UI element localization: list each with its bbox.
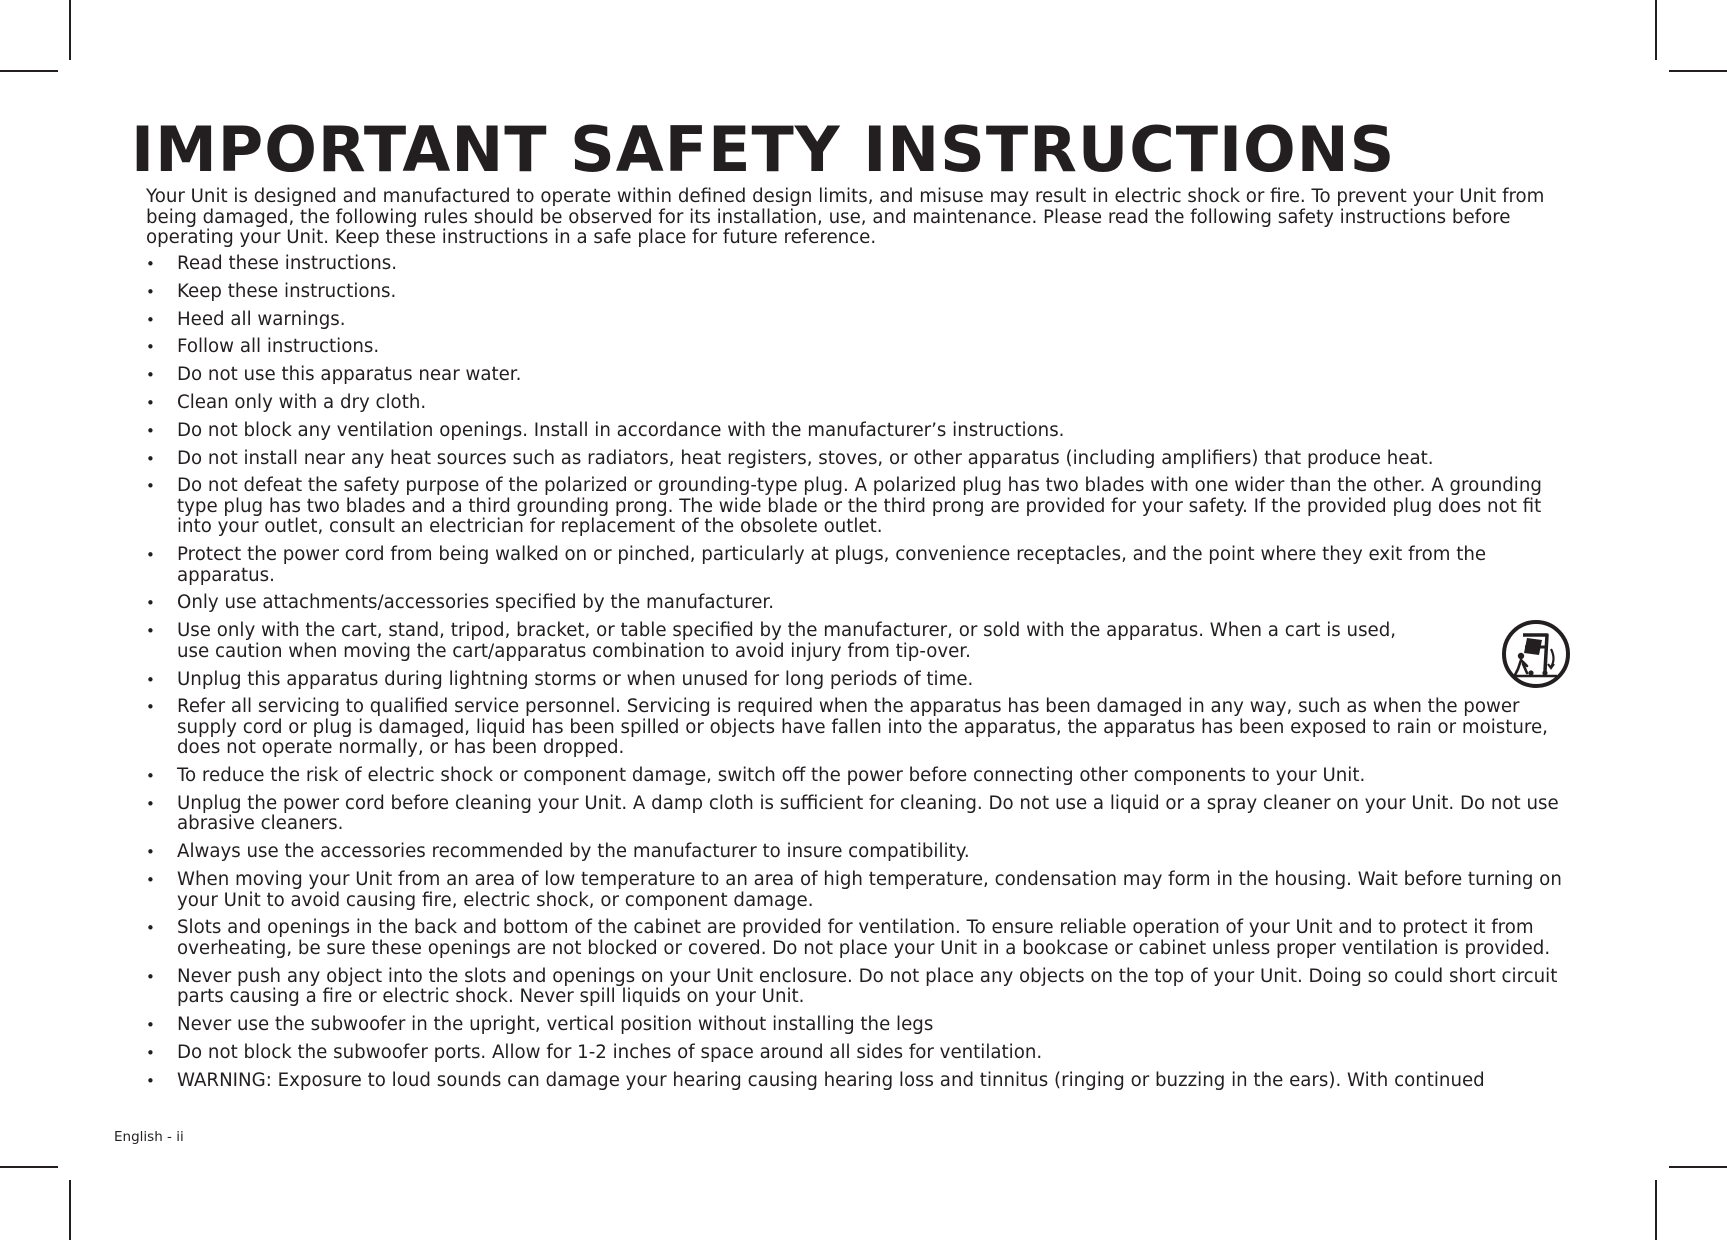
crop-mark — [1669, 1166, 1727, 1168]
list-item — [146, 621, 1571, 662]
list-item — [146, 794, 1571, 835]
instruction-text: Unplug the power cord before cleaning your Unit. A damp cloth is sufficient for cleaning. Do not use a liquid or a spray cleaner on your Unit. Do not use abrasive cleaners. — [177, 792, 1559, 835]
crop-mark — [1669, 70, 1727, 72]
instruction-text: Only use attachments/accessories specified by the manufacturer. — [177, 592, 774, 614]
page-title: IMPORTANT SAFETY INSTRUCTIONS — [131, 113, 1396, 186]
list-item — [146, 1043, 1571, 1064]
instruction-text: To reduce the risk of electric shock or component damage, switch off the power before connecting other components to your Unit. — [177, 765, 1366, 787]
crop-mark — [1655, 0, 1657, 60]
list-item — [146, 1015, 1571, 1036]
instruction-text: When moving your Unit from an area of low temperature to an area of high temperature, condensation may form in the housing. Wait before turning on your Unit to avoid causing fire, electric shock, or component damage. — [177, 869, 1562, 911]
instruction-text: Read these instructions. — [177, 253, 398, 274]
list-item — [146, 918, 1571, 959]
instruction-text: Protect the power cord from being walked on or pinched, particularly at plugs, convenience receptacles, and the point where they exit from the apparatus. — [177, 544, 1487, 586]
list-item — [146, 337, 1571, 358]
crop-mark — [1655, 1180, 1657, 1240]
list-item — [146, 365, 1571, 386]
list-item — [146, 421, 1571, 442]
list-item — [146, 310, 1571, 331]
instruction-text: Slots and openings in the back and bottom of the cabinet are provided for ventilation. To ensure reliable operation of your Unit and to protect it from overheating, be sure these openings are not blocked or covered. Do not place your Unit in a bookcase or cabinet unless proper ventilation is provided. — [177, 917, 1551, 959]
list-item — [146, 593, 1571, 614]
instruction-text: Do not install near any heat sources such as radiators, heat registers, stoves, or other apparatus (including amplifiers) that produce heat. — [177, 447, 1434, 469]
list-item — [146, 545, 1571, 586]
list-item — [146, 1071, 1571, 1092]
list-item — [146, 766, 1571, 787]
instruction-text: Use only with the cart, stand, tripod, bracket, or table specified by the manufacturer, or sold with the apparatus. When a cart is used, use caution when moving the cart/apparatus combination to avoid injury from tip-over. — [177, 620, 1397, 662]
instruction-text: Follow all instructions. — [177, 336, 380, 358]
list-item — [146, 842, 1571, 863]
instruction-text: Do not defeat the safety purpose of the polarized or grounding-type plug. A polarized plug has two blades with one wider than the other. A grounding type plug has two blades and a third grounding prong. The wide blade or the third prong are provided for your safety. If the provided plug does not fit into your outlet, consult an electrician for replacement of the obsolete outlet. — [177, 475, 1542, 538]
instruction-text: Never push any object into the slots and openings on your Unit enclosure. Do not place any objects on the top of your Unit. Doing so could short circuit parts causing a fire or electric shock. Never spill liquids on your Unit. — [177, 965, 1558, 1008]
safety-instructions-list — [146, 254, 1571, 1098]
instruction-text: Heed all warnings. — [177, 308, 346, 330]
instruction-text: Keep these instructions. — [177, 280, 397, 302]
list-item — [146, 476, 1571, 538]
list-item — [146, 670, 1571, 691]
instruction-text: Do not block any ventilation openings. Install in accordance with the manufacturer’s instructions. — [177, 419, 1065, 441]
instruction-text: Always use the accessories recommended by the manufacturer to insure compatibility. — [177, 841, 970, 863]
instruction-text: Unplug this apparatus during lightning storms or when unused for long periods of time. — [177, 668, 974, 690]
crop-mark — [69, 1180, 71, 1240]
instruction-text: WARNING: Exposure to loud sounds can damage your hearing causing hearing loss and tinnitus (ringing or buzzing in the ears). With continued — [177, 1069, 1485, 1091]
list-item — [146, 449, 1571, 470]
list-item — [146, 393, 1571, 414]
list-item — [146, 282, 1571, 303]
instruction-text: Do not block the subwoofer ports. Allow for 1-2 inches of space around all sides for ventilation. — [177, 1041, 1043, 1063]
instruction-text: Never use the subwoofer in the upright, vertical position without installing the legs — [177, 1013, 934, 1035]
crop-mark — [69, 0, 71, 60]
list-item — [146, 697, 1571, 759]
list-item — [146, 870, 1571, 911]
crop-mark — [0, 70, 58, 72]
instruction-text: Refer all servicing to qualified service personnel. Servicing is required when the apparatus has been damaged in any way, such as when the power supply cord or plug is damaged, liquid has been spilled or objects have fallen into the apparatus, the apparatus has been exposed to rain or moisture, does not operate normally, or has been dropped. — [177, 696, 1548, 759]
crop-mark — [0, 1166, 58, 1168]
list-item — [146, 254, 1571, 275]
instruction-text: Clean only with a dry cloth. — [177, 391, 427, 413]
instruction-text: Do not use this apparatus near water. — [177, 364, 522, 386]
page-footer: English - ii — [114, 1129, 184, 1145]
intro-paragraph: Your Unit is designed and manufactured to operate within defined design limits, and misuse may result in electric shock or fire. To prevent your Unit from being damaged, the following rules should be observed for its installation, use, and maintenance. Please read the following safety instructions before operating your Unit. Keep these instructions in a safe place for future reference. — [146, 186, 1545, 248]
list-item — [146, 967, 1571, 1008]
